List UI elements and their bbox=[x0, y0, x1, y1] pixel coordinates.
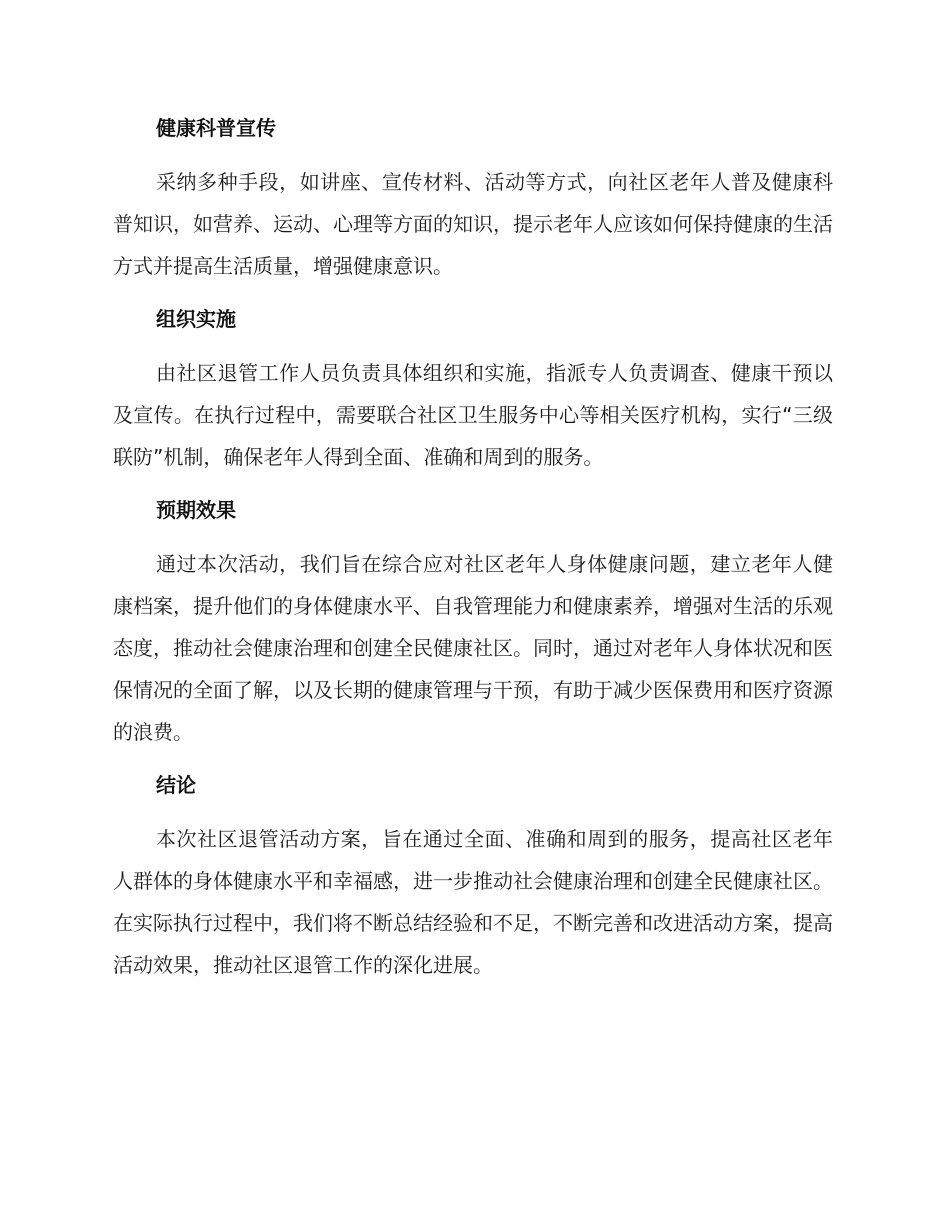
document-content bbox=[113, 108, 833, 986]
section-heading-expected-effect: 预期效果 bbox=[156, 498, 236, 522]
section-heading-organization: 组织实施 bbox=[156, 307, 236, 331]
section-body-health-education: 采纳多种手段，如讲座、宣传材料、活动等方式，向社区老年人普及健康科普知识，如营养、运动、心理等方面的知识，提示老年人应该如何保持健康的生活方式并提高生活质量，增强健康意识。 bbox=[113, 170, 833, 278]
section-body-expected-effect: 通过本次活动，我们旨在综合应对社区老年人身体健康问题，建立老年人健康档案，提升他们的身体健康水平、自我管理能力和健康素养，增强对生活的乐观态度，推动社会健康治理和创建全民健康社区。同时，通过对老年人身体状况和医保情况的全面了解，以及长期的健康管理与干预，有助于减少医保费用和医疗资源的浪费。 bbox=[113, 552, 833, 744]
section-heading-conclusion: 结论 bbox=[156, 773, 196, 797]
section-body-conclusion: 本次社区退管活动方案，旨在通过全面、准确和周到的服务，提高社区老年人群体的身体健康水平和幸福感，进一步推动社会健康治理和创建全民健康社区。在实际执行过程中，我们将不断总结经验和不足，不断完善和改进活动方案，提高活动效果，推动社区退管工作的深化进展。 bbox=[113, 827, 833, 977]
section-heading-health-education: 健康科普宣传 bbox=[156, 116, 276, 140]
section-body-organization: 由社区退管工作人员负责具体组织和实施，指派专人负责调查、健康干预以及宣传。在执行过程中，需要联合社区卫生服务中心等相关医疗机构，实行“三级联防”机制，确保老年人得到全面、准确和周到的服务。 bbox=[113, 361, 833, 469]
